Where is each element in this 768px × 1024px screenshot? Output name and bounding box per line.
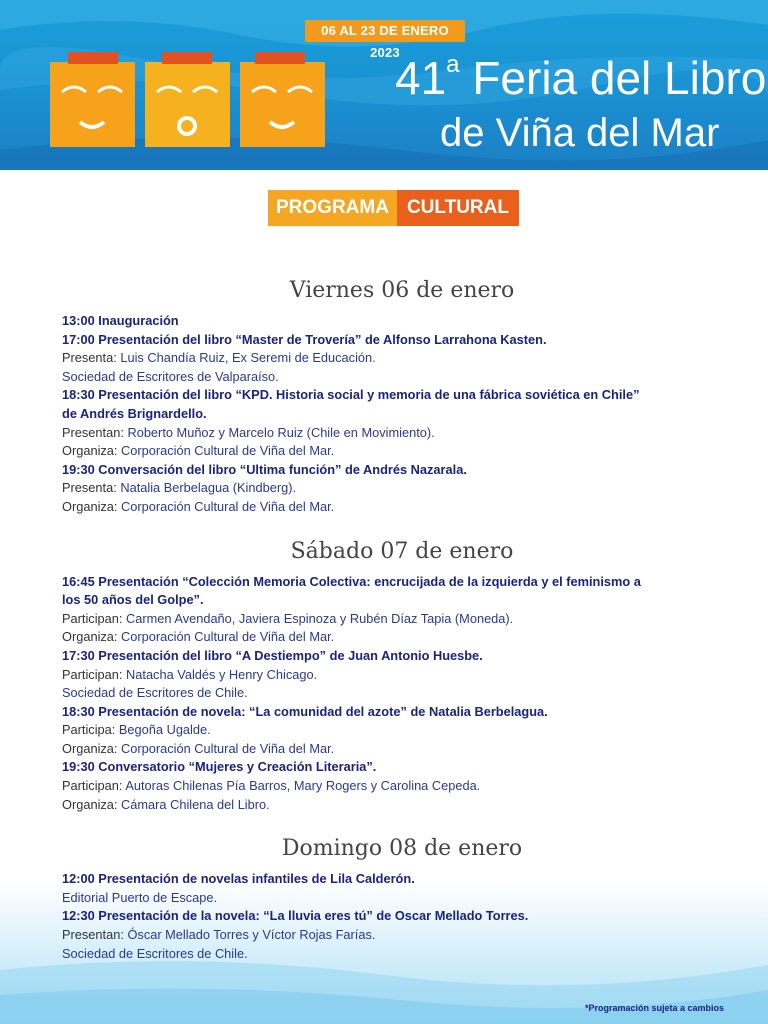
event-text: 19:30 Conversación del libro “Ultima función” de Andrés Nazarala. [62,461,467,477]
detail-label: Organiza: [62,796,118,812]
organizer-text: Sociedad de Escritores de Valparaíso. [62,368,279,384]
detail-text: Autoras Chilenas Pía Barros, Mary Rogers y Carolina Cepeda. [122,778,481,794]
event-text: de Andrés Brignardello. [62,405,207,421]
event-line [62,647,742,666]
event-line [62,386,742,405]
detail-line [62,666,742,685]
event-text: 12:00 Presentación de novelas infantiles de Lila Calderón. [62,871,415,887]
event-text: 18:30 Presentación del libro “KPD. Historia social y memoria de una fábrica soviética en Chile” [62,387,640,403]
event-text: 17:30 Presentación del libro “A Destiempo” de Juan Antonio Huesbe. [62,647,483,663]
detail-label: Organiza: [62,498,118,514]
event-line [62,907,742,926]
detail-label: Participan: [62,778,123,794]
detail-text: Cámara Chilena del Libro. [117,796,270,812]
detail-text: Óscar Mellado Torres y Víctor Rojas Farías. [123,927,376,943]
detail-label: Participan: [62,666,123,682]
detail-text: Carmen Avendaño, Javiera Espinoza y Rubén Díaz Tapia (Moneda). [122,610,514,626]
event-text: los 50 años del Golpe”. [62,592,204,608]
organizer-line [62,368,742,387]
day-heading: Domingo 08 de enero [281,836,523,862]
detail-text: Natacha Valdés y Henry Chicago. [122,666,318,682]
detail-text: Corporación Cultural de Viña del Mar. [117,629,335,645]
event-text: 17:00 Presentación del libro “Master de Trovería” de Alfonso Larrahona Kasten. [62,331,547,347]
event-line [62,573,742,592]
header-banner [0,0,768,170]
detail-line [62,349,742,368]
day-heading: Sábado 07 de enero [290,538,514,564]
books-logo-icon [50,52,340,152]
organizer-text: Sociedad de Escritores de Chile. [62,685,248,701]
detail-label: Presentan: [62,424,124,440]
event-line [62,331,742,350]
detail-label: Presenta: [62,480,117,496]
organizer-line [62,945,742,964]
event-line [62,591,742,610]
program-content [62,276,742,963]
event-line [62,703,742,722]
event-text: 13:00 Inauguración [62,313,179,328]
program-label-a: PROGRAMA [268,190,397,226]
event-text: 18:30 Presentación de novela: “La comunidad del azote” de Natalia Berbelagua. [62,703,548,719]
detail-label: Organiza: [62,443,118,459]
detail-line [62,610,742,629]
detail-text: Corporación Cultural de Viña del Mar. [117,740,335,756]
organizer-line [62,684,742,703]
detail-text: Luis Chandía Ruiz, Ex Seremi de Educación. [116,350,376,366]
event-line [62,405,742,424]
detail-label: Organiza: [62,740,118,756]
detail-text: Begoña Ugalde. [115,722,211,738]
detail-text: Roberto Muñoz y Marcelo Ruiz (Chile en Movimiento). [123,424,435,440]
detail-label: Presenta: [62,350,117,366]
detail-label: Participa: [62,722,116,738]
detail-line [62,721,742,740]
footnote: *Programación sujeta a cambios [584,1003,724,1013]
organizer-line [62,889,742,908]
detail-text: Corporación Cultural de Viña del Mar. [117,443,335,459]
detail-label: Participan: [62,610,123,626]
detail-line [62,777,742,796]
event-line [62,461,742,480]
detail-label: Organiza: [62,629,118,645]
detail-line [62,740,742,759]
fair-title: 41$^a$ Feria del Libro [395,51,767,104]
detail-label: Presentan: [62,927,124,943]
organizer-text: Sociedad de Escritores de Chile. [62,945,248,961]
day-heading: Viernes 06 de enero [289,278,515,303]
detail-line [62,796,742,815]
detail-line [62,424,742,443]
organizer-text: Editorial Puerto de Escape. [62,889,218,905]
detail-text: Corporación Cultural de Viña del Mar. [117,498,335,514]
program-label [268,190,519,226]
event-line [62,312,742,331]
detail-text: Natalia Berbelagua (Kindberg). [116,480,297,496]
event-text: 16:45 Presentación “Colección Memoria Colectiva: encrucijada de la izquierda y el feminismo a [62,573,641,589]
date-badge: 06 AL 23 DE ENERO 2023 [305,20,465,42]
fair-subtitle: de Viña del Mar [440,111,720,155]
detail-line [62,442,742,461]
detail-line [62,926,742,945]
event-line [62,870,742,889]
event-text: 12:30 Presentación de la novela: “La lluvia eres tú” de Oscar Mellado Torres. [62,908,529,924]
event-text: 19:30 Conversatorio “Mujeres y Creación Literaria”. [62,759,377,775]
event-line [62,758,742,777]
detail-line [62,498,742,517]
detail-line [62,628,742,647]
detail-line [62,479,742,498]
program-label-b: CULTURAL [397,190,519,226]
